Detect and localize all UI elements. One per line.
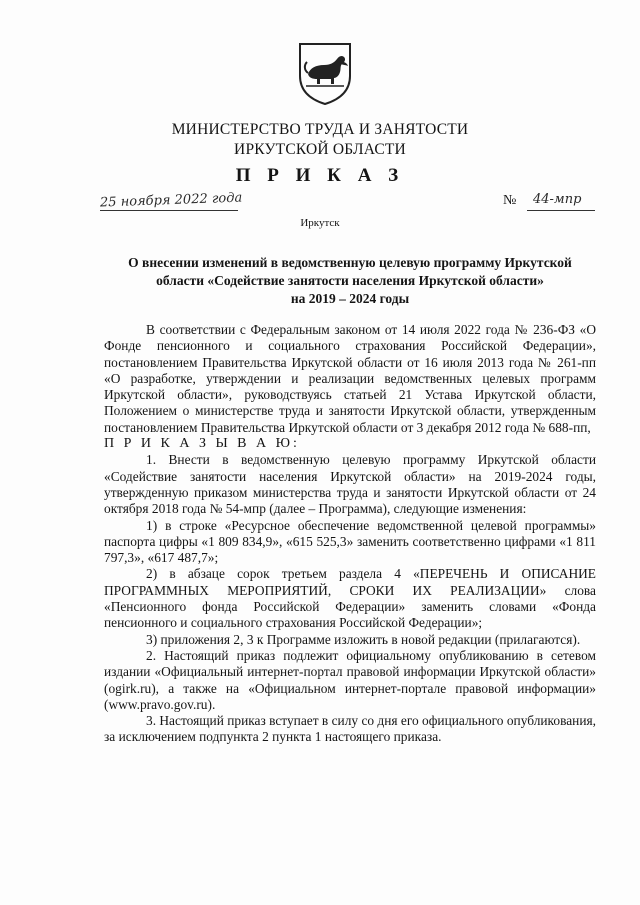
handwritten-date: 25 ноября 2022 года xyxy=(99,190,243,211)
paragraph-preamble: В соответствии с Федеральным законом от 14 июля 2022 года № 236-ФЗ «О Фонде пенсионного и социального страхования Российской Федерации», постановлением Правительства Иркутской области от 16 июля 2013 года № 261-пп «О разработке, утверждении и реализации ведомственных целевых программ Иркутской области», руководствуясь статьей 21 Устава Иркутской области, Положением о министерстве труда и занятости Иркутской области, утвержденным постановлением Правительства Иркутской области от 3 декабря 2012 года № 688-пп, xyxy=(104,322,596,435)
irkutsk-coat-of-arms-icon xyxy=(296,40,354,106)
paragraph-item-2: 2. Настоящий приказ подлежит официальному опубликованию в сетевом издании «Официальный интернет-портал правовой информации Иркутской области» (ogirk.ru), а также на «Официальном интернет-портале правовой информации» (www.pravo.gov.ru). xyxy=(104,647,596,712)
title-line-3: на 2019 – 2024 годы xyxy=(290,291,410,306)
document-type: П Р И К А З xyxy=(235,165,405,186)
paragraph-subitem-3: 3) приложения 2, 3 к Программе изложить в новой редакции (прилагаются). xyxy=(146,631,581,647)
ministry-line-2: ИРКУТСКОЙ ОБЛАСТИ xyxy=(234,141,406,158)
ministry-line-1: МИНИСТЕРСТВО ТРУДА И ЗАНЯТОСТИ xyxy=(171,121,469,138)
paragraph-subitem-2: 2) в абзаце сорок третьем раздела 4 «ПЕРЕЧЕНЬ И ОПИСАНИЕ ПРОГРАММНЫХ МЕРОПРИЯТИЙ, СРОКИ ИХ РЕАЛИЗАЦИИ» слова «Пенсионного фонда Российской Федерации» заменить словами «Фонда пенсионного и социального страхования Российской Федерации»; xyxy=(104,566,596,631)
prikazyvayu-heading: П Р И К А З Ы В А Ю: xyxy=(104,436,300,452)
ministry-name xyxy=(0,120,640,160)
paragraph-subitem-1: 1) в строке «Ресурсное обеспечение ведомственной целевой программы» паспорта цифры «1 809 834,9», «615 525,3» заменить соответственно цифрами «1 811 797,3», «617 487,7»; xyxy=(104,517,596,566)
document-title xyxy=(100,254,600,308)
city: Иркутск xyxy=(300,217,340,229)
document-body xyxy=(104,322,596,746)
paragraph-item-3: 3. Настоящий приказ вступает в силу со дня его официального опубликования, за исключением подпункта 2 пункта 1 настоящего приказа. xyxy=(104,713,596,745)
title-line-2: области «Содействие занятости населения Иркутской области» xyxy=(156,273,544,288)
number-underline xyxy=(527,210,595,211)
paragraph-item-1: 1. Внести в ведомственную целевую программу Иркутской области «Содействие занятости населения Иркутской области» на 2019-2024 годы, утвержденную приказом министерства труда и занятости Иркутской области от 24 октября 2018 года № 54-мпр (далее – Программа), следующие изменения: xyxy=(104,452,596,517)
number-sign: № xyxy=(503,193,517,208)
title-line-1: О внесении изменений в ведомственную целевую программу Иркутской xyxy=(128,255,572,270)
date-underline xyxy=(100,210,238,211)
handwritten-number: 44-мпр xyxy=(533,192,582,207)
